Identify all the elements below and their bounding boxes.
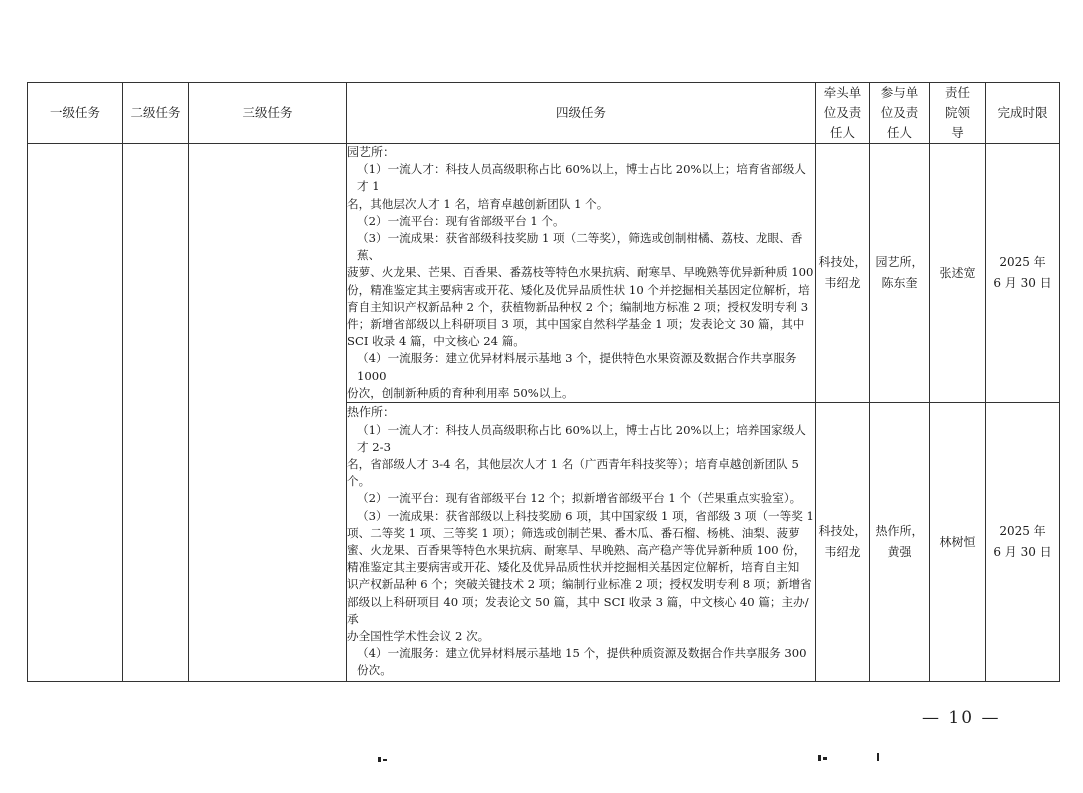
task-line: 育自主知识产权新品种 2 个，获植物新品种权 2 个；编制地方标准 2 项；授权发明专利 3 — [347, 299, 809, 314]
participant-unit: 园艺所， — [875, 255, 924, 270]
scan-speck — [823, 757, 827, 760]
participant-cell — [870, 144, 930, 403]
scan-speck — [383, 759, 387, 761]
task-line: 项、二等奖 1 项、三等奖 1 项）；筛选或创制芒果、番木瓜、番石榴、杨桃、油梨、菠萝 — [347, 525, 800, 540]
participant-person: 黄强 — [887, 545, 912, 560]
participant-unit: 热作所， — [875, 524, 924, 539]
deadline-year: 2025 年 — [999, 255, 1046, 270]
header-level4: 四级任务 — [347, 83, 816, 144]
task-line: 蜜、火龙果、百香果等特色水果抗病、耐寒旱、早晚熟、高产稳产等优异新种质 100 份， — [347, 543, 806, 558]
institute-name: 热作所： — [347, 405, 396, 420]
lead-person: 韦绍龙 — [824, 545, 861, 560]
deadline-date: 6 月 30 日 — [993, 276, 1052, 291]
level4-task-cell — [347, 403, 816, 682]
level2-cell — [123, 144, 189, 682]
task-line: 份，精准鉴定其主要病害或开花、矮化及优异品质性状 10 个并挖掘相关基因定位解析，培 — [347, 282, 810, 297]
task-line: 名，其他层次人才 1 名，培育卓越创新团队 1 个。 — [347, 196, 609, 211]
task-table — [27, 82, 1060, 682]
level4-task-cell — [347, 144, 816, 403]
task-line: （4）一流服务：建立优异材料展示基地 3 个，提供特色水果资源及数据合作共享服务 1000 — [357, 351, 797, 383]
task-line: （4）一流服务：建立优异材料展示基地 15 个，提供种质资源及数据合作共享服务 300 份次。 — [357, 646, 807, 678]
scan-speck — [877, 753, 879, 761]
lead-unit: 科技处， — [818, 524, 867, 539]
task-line: 精准鉴定其主要病害或开花、矮化及优异品质性状并挖掘相关基因定位解析，培育自主知 — [347, 560, 800, 575]
lead-unit-cell — [816, 403, 870, 682]
deadline-year: 2025 年 — [999, 524, 1046, 539]
participant-person: 陈东奎 — [881, 276, 918, 291]
task-line: （3）一流成果：获省部级以上科技奖励 6 项，其中国家级 1 项，省部级 3 项（一等奖 1 — [357, 508, 814, 523]
header-deadline: 完成时限 — [986, 83, 1060, 144]
participant-cell — [870, 403, 930, 682]
lead-unit-cell — [816, 144, 870, 403]
header-leader: 责任院领导 — [930, 83, 986, 144]
scan-speck — [818, 755, 821, 761]
leader-cell: 张述宽 — [930, 144, 986, 403]
task-line: 名，省部级人才 3-4 名，其他层次人才 1 名（广西青年科技奖等）；培育卓越创新团队 5 — [347, 457, 799, 472]
task-line: 份次，创制新种质的育种利用率 50%以上。 — [347, 385, 574, 400]
task-line: （3）一流成果：获省部级科技奖励 1 项（二等奖），筛选或创制柑橘、荔枝、龙眼、香蕉、 — [357, 231, 803, 263]
deadline-cell — [986, 403, 1060, 682]
task-line: （2）一流平台：现有省部级平台 12 个；拟新增省部级平台 1 个（芒果重点实验室）。 — [357, 491, 802, 506]
institute-name: 园艺所： — [347, 145, 396, 159]
deadline-date: 6 月 30 日 — [993, 545, 1052, 560]
task-line: （1）一流人才：科技人员高级职称占比 60%以上，博士占比 20%以上；培养国家级人才 2-3 — [357, 422, 806, 454]
leader-cell: 林树恒 — [930, 403, 986, 682]
header-level2: 二级任务 — [123, 83, 189, 144]
lead-person: 韦绍龙 — [824, 276, 861, 291]
header-row — [28, 83, 1060, 144]
level3-cell — [189, 144, 347, 682]
header-lead-unit: 牵头单位及责任人 — [816, 83, 870, 144]
task-line: SCI 收录 4 篇，中文核心 24 篇。 — [347, 334, 525, 349]
task-line: 菠萝、火龙果、芒果、百香果、番荔枝等特色水果抗病、耐寒旱、早晚熟等优异新种质 100 — [347, 265, 814, 280]
task-line: （1）一流人才：科技人员高级职称占比 60%以上，博士占比 20%以上；培育省部级人才 1 — [357, 162, 806, 194]
level1-cell — [28, 144, 123, 682]
task-line: 部级以上科研项目 40 项；发表论文 50 篇，其中 SCI 收录 3 篇，中文核心 40 篇；主办/承 — [347, 594, 809, 626]
task-line: 个。 — [347, 474, 371, 489]
task-line: （2）一流平台：现有省部级平台 1 个。 — [357, 213, 565, 228]
table-row — [28, 144, 1060, 403]
header-level1: 一级任务 — [28, 83, 123, 144]
task-line: 办全国性学术性会议 2 次。 — [347, 629, 490, 644]
task-line: 识产权新品种 6 个；突破关键技术 2 项；编制行业标准 2 项；授权发明专利 8 项；新增省 — [347, 577, 812, 592]
lead-unit: 科技处， — [818, 255, 867, 270]
scan-speck — [378, 757, 381, 762]
page-number: — 10 — — [922, 708, 1001, 728]
header-level3: 三级任务 — [189, 83, 347, 144]
deadline-cell — [986, 144, 1060, 403]
task-line: 件；新增省部级以上科研项目 3 项，其中国家自然科学基金 1 项；发表论文 30 篇，其中 — [347, 317, 805, 332]
header-participant-unit: 参与单位及责任人 — [870, 83, 930, 144]
